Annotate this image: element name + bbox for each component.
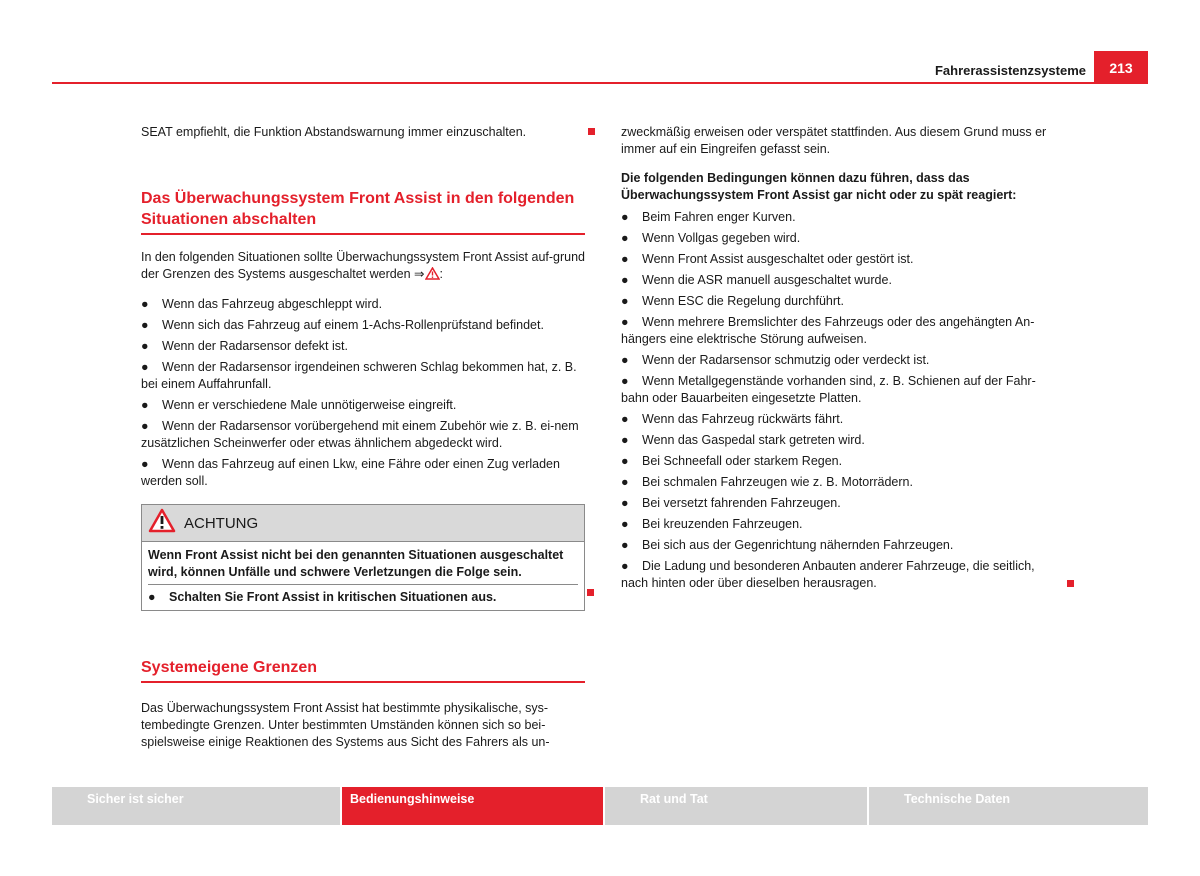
section1-text: In den folgenden Situationen sollte Überwachungssystem Front Assist auf-grund der Grenzen des Systems ausgeschaltet werden ⇒ (141, 250, 586, 281)
header-rule (52, 82, 1094, 84)
warning-list-item: ● Schalten Sie Front Assist in kritischen Situationen aus. (148, 584, 578, 606)
bullet-icon: ● (621, 412, 629, 426)
bullet-icon: ● (621, 294, 629, 308)
list-item: ● Wenn ESC die Regelung durchführt. (621, 294, 844, 308)
list-item: ● Bei versetzt fahrenden Fahrzeugen. (621, 496, 841, 510)
section1-paragraph (141, 249, 585, 285)
tab-technische-daten[interactable]: Technische Daten (869, 787, 1148, 825)
bullet-icon: ● (621, 273, 629, 287)
bullet-icon: ● (141, 318, 149, 332)
tab-sicher-ist-sicher[interactable]: Sicher ist sicher (52, 787, 340, 825)
warning-header (142, 505, 584, 542)
list-item: ● Bei schmalen Fahrzeugen wie z. B. Motorrädern. (621, 475, 913, 489)
section-title-grenzen: Systemeigene Grenzen (141, 657, 585, 683)
continued-paragraph: zweckmäßig erweisen oder verspätet stattfinden. Aus diesem Grund muss er immer auf ein Eingreifen gefasst sein. (621, 125, 1047, 156)
list-item: ● Bei sich aus der Gegenrichtung nähernden Fahrzeugen. (621, 538, 954, 552)
bullet-icon: ● (621, 475, 629, 489)
end-marker (588, 128, 595, 135)
left-column (141, 124, 585, 751)
section-title-abschalten: Das Überwachungssystem Front Assist in den folgenden Situationen abschalten (141, 188, 585, 235)
page-number: 213 (1094, 51, 1148, 84)
end-marker (587, 589, 594, 596)
bullet-icon: ● (148, 590, 156, 604)
list-item: ● Wenn er verschiedene Male unnötigerweise eingreift. (141, 398, 457, 412)
warning-label: ACHTUNG (184, 514, 259, 532)
list-item: ● Bei kreuzenden Fahrzeugen. (621, 517, 803, 531)
list-item: ● Wenn das Fahrzeug auf einen Lkw, eine Fähre oder einen Zug verladen werden soll. (141, 457, 560, 488)
list-item: ● Wenn der Radarsensor irgendeinen schweren Schlag bekommen hat, z. B. bei einem Auffahrunfall. (141, 360, 577, 391)
bullet-icon: ● (621, 315, 629, 329)
bullet-icon: ● (141, 339, 149, 353)
bullet-icon: ● (141, 457, 149, 471)
warning-triangle-icon (148, 508, 176, 538)
running-header-title: Fahrerassistenzsysteme (934, 63, 1086, 78)
bullet-icon: ● (621, 538, 629, 552)
bullet-icon: ● (621, 210, 629, 224)
bullet-icon: ● (621, 433, 629, 447)
bullet-icon: ● (621, 353, 629, 367)
bullet-icon: ● (621, 517, 629, 531)
intro-paragraph: SEAT empfiehlt, die Funktion Abstandswarnung immer einzuschalten. (141, 125, 527, 139)
list-item: ● Wenn Metallgegenstände vorhanden sind, z. B. Schienen auf der Fahr-bahn oder Bauarbeiten eingesetzte Platten. (621, 374, 1036, 405)
footer-nav (52, 787, 1148, 825)
list-item: ● Wenn sich das Fahrzeug auf einem 1-Achs-Rollenprüfstand befindet. (141, 318, 544, 332)
warning-body (142, 542, 584, 610)
list-item: ● Wenn mehrere Bremslichter des Fahrzeugs oder des angehängten An-hängers eine elektrische Störung aufweisen. (621, 315, 1035, 346)
conditions-intro: Die folgenden Bedingungen können dazu führen, dass das Überwachungssystem Front Assist gar nicht oder zu spät reagiert: (621, 171, 1017, 202)
list-item: ● Wenn das Fahrzeug rückwärts fährt. (621, 412, 844, 426)
section2-paragraph: Das Überwachungssystem Front Assist hat bestimmte physikalische, sys-tembedingte Grenzen. Unter bestimmten Umständen können sich so bei-spielsweise einige Reaktionen des Systems aus Sicht des Fahrers als un- (141, 701, 550, 749)
section1-text-end: : (439, 267, 444, 281)
bullet-icon: ● (621, 496, 629, 510)
list-item: ● Wenn Front Assist ausgeschaltet oder gestört ist. (621, 252, 914, 266)
bullet-icon: ● (141, 297, 149, 311)
tab-bedienungshinweise[interactable]: Bedienungshinweise (342, 787, 603, 825)
list-item: ● Wenn der Radarsensor defekt ist. (141, 339, 348, 353)
list-item: ● Wenn der Radarsensor vorübergehend mit einem Zubehör wie z. B. ei-nem zusätzlichen Scheinwerfer oder etwas ähnlichem abgedeckt wird. (141, 419, 579, 450)
list-item: ● Wenn Vollgas gegeben wird. (621, 231, 801, 245)
abschalten-list (141, 296, 585, 490)
list-item: ● Wenn der Radarsensor schmutzig oder verdeckt ist. (621, 353, 930, 367)
list-item: ● Bei Schneefall oder starkem Regen. (621, 454, 843, 468)
bullet-icon: ● (621, 559, 629, 573)
bullet-icon: ● (621, 231, 629, 245)
list-item: ● Beim Fahren enger Kurven. (621, 210, 796, 224)
right-column (621, 124, 1061, 596)
conditions-list (621, 209, 1061, 592)
bullet-icon: ● (141, 398, 149, 412)
warning-triangle-icon[interactable] (425, 267, 440, 285)
bullet-icon: ● (621, 252, 629, 266)
tab-rat-und-tat[interactable]: Rat und Tat (605, 787, 867, 825)
warning-box (141, 504, 585, 611)
bullet-icon: ● (621, 374, 629, 388)
end-marker (1067, 580, 1074, 587)
warning-text: Wenn Front Assist nicht bei den genannten Situationen ausgeschaltet wird, können Unfälle und schwere Verletzungen die Folge sein. (148, 548, 564, 579)
bullet-icon: ● (141, 360, 149, 374)
list-item: ● Wenn das Gaspedal stark getreten wird. (621, 433, 865, 447)
list-item: ● Wenn das Fahrzeug abgeschleppt wird. (141, 297, 383, 311)
bullet-icon: ● (621, 454, 629, 468)
list-item: ● Wenn die ASR manuell ausgeschaltet wurde. (621, 273, 892, 287)
list-item: ● Die Ladung und besonderen Anbauten anderer Fahrzeuge, die seitlich, nach hinten oder über dieselben herausragen. (621, 559, 1035, 590)
bullet-icon: ● (141, 419, 149, 433)
